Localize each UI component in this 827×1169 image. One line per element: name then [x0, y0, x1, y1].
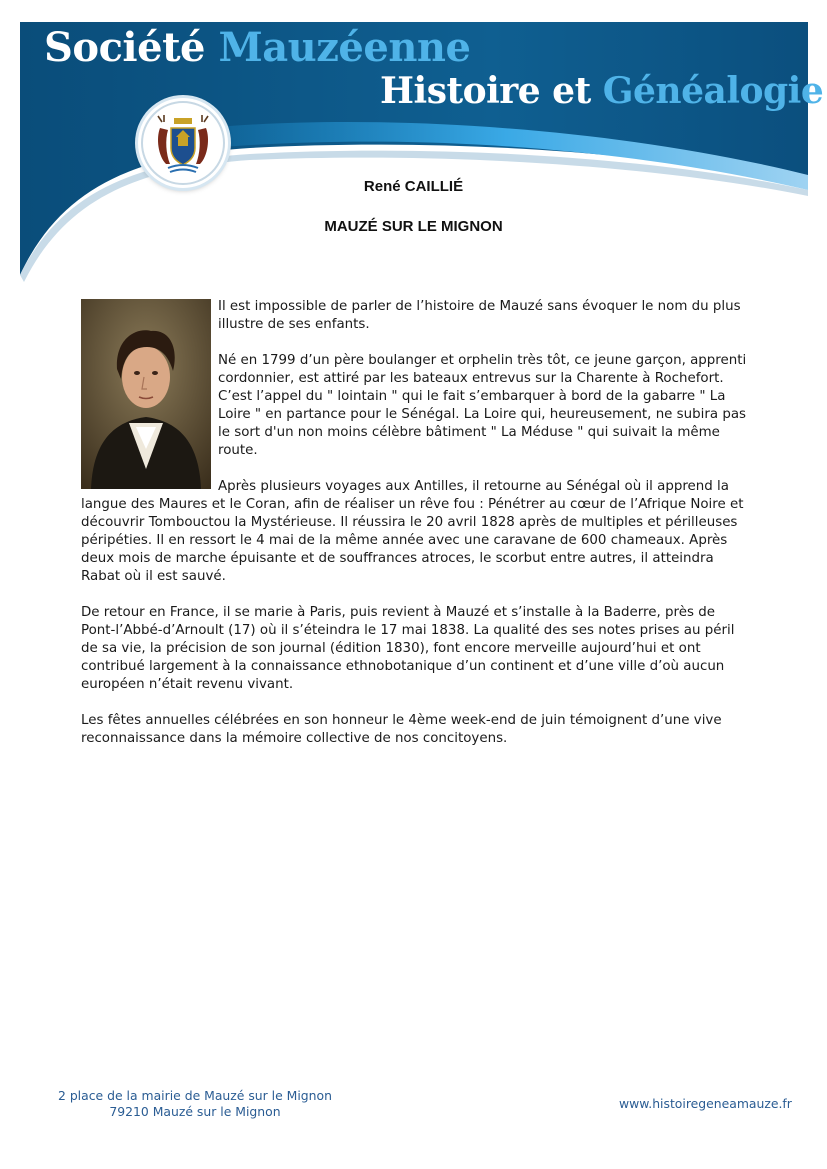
portrait-spacer: [81, 298, 218, 492]
paragraph: Il est impossible de parler de l’histoire de Mauzé sans évoquer le nom du plus illustre de ses enfants.: [218, 299, 741, 332]
footer-address: [58, 1088, 332, 1120]
address-line2: 79210 Mauzé sur le Mignon: [109, 1104, 281, 1119]
title-part1-accent: Mauzéenne: [218, 24, 471, 71]
address-line1: 2 place de la mairie de Mauzé sur le Mignon: [58, 1088, 332, 1103]
paragraph: Né en 1799 d’un père boulanger et orphelin très tôt, ce jeune garçon, apprenti cordonnier, est attiré par les bateaux entrevus sur la Charente à Rochefort. C’est l’appel du " lointain " qui le fait s’embarquer à bord de la gabarre " La Loire " en partance pour le Sénégal. La Loire qui, heureusement, ne subira pas le sort d'un non moins célèbre bâtiment " La Méduse " qui suivait la même route.: [218, 353, 747, 458]
document-title: René CAILLIÉ: [363, 178, 464, 195]
society-emblem: [138, 98, 228, 188]
site-title-line2: [380, 70, 823, 113]
title-part2: Histoire et: [380, 70, 591, 112]
title-part1: Société: [44, 24, 205, 71]
paragraph: De retour en France, il se marie à Paris, puis revient à Mauzé et s’installe à la Baderre, près de Pont-l’Abbé-d’Arnoult (17) où il s’éteindra le 17 mai 1838. La qualité des ses notes prises au péril de sa vie, la précision de son journal (édition 1830), font encore merveille aujourd’hui et ont contribué largement à la connaissance ethnobotanique d’un continent et d’une ville d’où aucun européen n’était revenu vivant.: [81, 605, 735, 692]
footer-website-link[interactable]: www.histoiregeneamauze.fr: [619, 1096, 792, 1111]
site-title-line1: [44, 24, 470, 72]
header-banner: [0, 0, 827, 290]
paragraph: Les fêtes annuelles célébrées en son honneur le 4ème week-end de juin témoignent d’une vive reconnaissance dans la mémoire collective de nos concitoyens.: [81, 713, 722, 746]
article-body: [81, 298, 749, 766]
coat-of-arms-icon: [138, 98, 228, 188]
title-part2-accent: Généalogie: [602, 70, 824, 112]
document-subtitle: MAUZÉ SUR LE MIGNON: [324, 218, 503, 235]
paragraph: Après plusieurs voyages aux Antilles, il retourne au Sénégal où il apprend la langue des Maures et le Coran, afin de réaliser un rêve fou : Pénétrer au cœur de l’Afrique Noire et découvrir Tombouctou la Mystérieuse. Il réussira le 20 avril 1828 après de multiples et périlleuses péripéties. Il en ressort le 4 mai de la même année avec une caravane de 600 chameaux. Après deux mois de marche épuisante et de souffrances atroces, le scorbut entre autres, il atteindra Rabat où il est sauvé.: [81, 479, 744, 584]
